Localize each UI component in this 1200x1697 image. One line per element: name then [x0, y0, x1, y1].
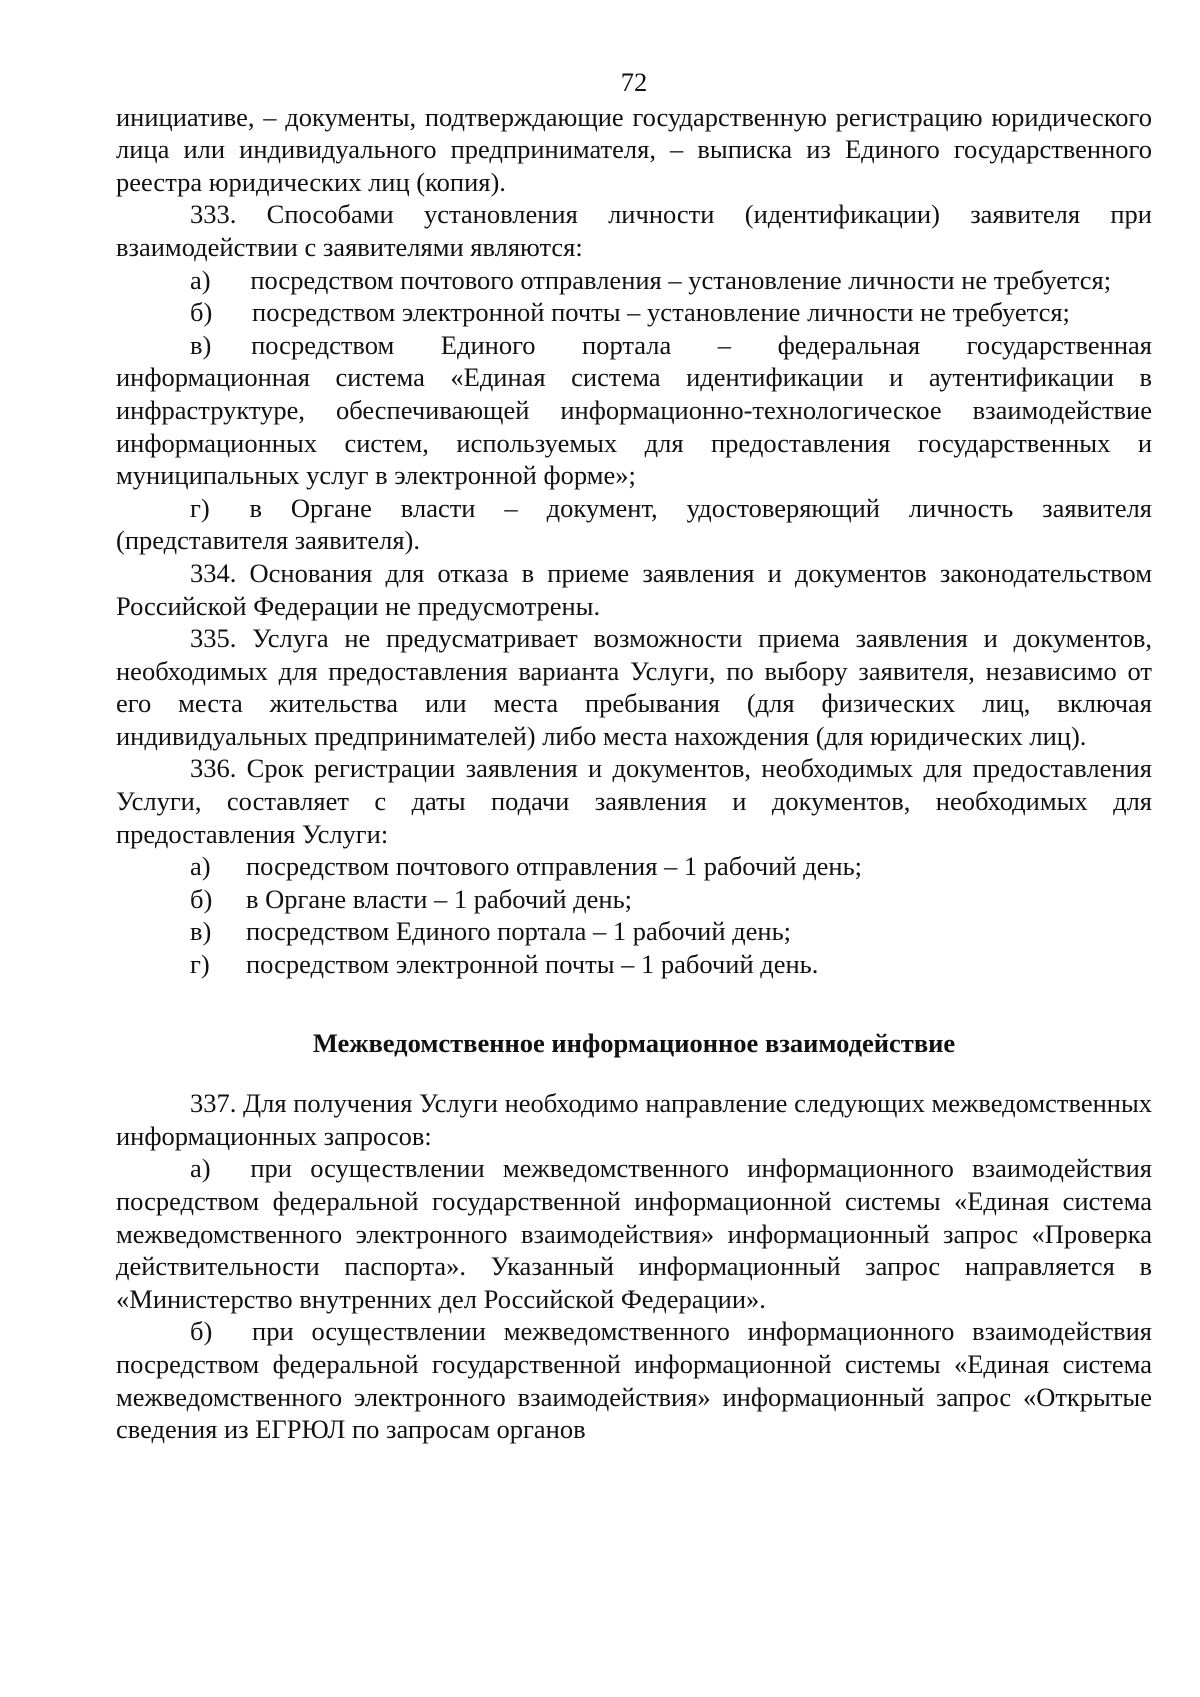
list-text: посредством электронной почты – 1 рабочий день.	[246, 949, 819, 980]
list-item-336-a	[116, 850, 1152, 883]
list-letter: б)	[190, 883, 213, 914]
list-text: посредством Единого портала – 1 рабочий день;	[246, 916, 792, 947]
list-item-336-v	[116, 915, 1152, 948]
paragraph-337-b: б) при осуществлении межведомственного информационного взаимодействия посредством федеральной государственной информационной системы «Единая система межведомственного электронного взаимодействия» информационный запрос «Открытые сведения из ЕГРЮЛ по запросам органов	[116, 1316, 1152, 1445]
paragraph-333-b: б) посредством электронной почты – установление личности не требуется;	[190, 297, 1070, 328]
paragraph-334: 334. Основания для отказа в приеме заявления и документов законодательством Российской Федерации не предусмотрены.	[116, 557, 1152, 621]
paragraph-continuation: инициативе, – документы, подтверждающие государственную регистрацию юридического лица или индивидуального предпринимателя, – выписка из Единого государственного реестра юридических лиц (копия).	[116, 101, 1152, 197]
list-item-336-b	[116, 883, 1152, 916]
paragraph-336: 336. Срок регистрации заявления и документов, необходимых для предоставления Услуги, составляет с даты подачи заявления и документов, необходимых для предоставления Услуги:	[116, 753, 1152, 849]
paragraph-335: 335. Услуга не предусматривает возможности приема заявления и документов, необходимых для предоставления варианта Услуги, по выбору заявителя, независимо от его места жительства или места пребывания (для физических лиц, включая индивидуальных предпринимателей) либо места нахождения (для юридических лиц).	[116, 623, 1152, 751]
list-item-336-g	[116, 948, 1152, 981]
list-letter: а)	[190, 851, 211, 882]
document-page	[116, 66, 1152, 1446]
list-letter: в)	[190, 916, 212, 947]
paragraph-333-v: в) посредством Единого портала – федеральная государственная информационная система «Единая система идентификации и аутентификации в инфраструктуре, обеспечивающей информационно-технологическое взаимодействие информационных систем, используемых для предоставления государственных и муниципальных услуг в электронной форме»;	[116, 329, 1152, 491]
paragraph-337: 337. Для получения Услуги необходимо направление следующих межведомственных информационных запросов:	[116, 1088, 1152, 1151]
paragraph-333-g: г) в Органе власти – документ, удостоверяющий личность заявителя (представителя заявителя).	[116, 492, 1152, 556]
list-letter: г)	[190, 949, 210, 980]
page-number: 72	[620, 67, 648, 97]
list-text: в Органе власти – 1 рабочий день;	[246, 883, 633, 914]
paragraph-333-a: а) посредством почтового отправления – установление личности не требуется;	[190, 264, 1112, 295]
paragraph-333: 333. Способами установления личности (идентификации) заявителя при взаимодействии с заявителями являются:	[116, 199, 1152, 262]
section-heading: Межведомственное информационное взаимодействие	[312, 1027, 956, 1058]
list-text: посредством почтового отправления – 1 рабочий день;	[246, 851, 863, 882]
paragraph-337-a: а) при осуществлении межведомственного информационного взаимодействия посредством федеральной государственной информационной системы «Единая система межведомственного электронного взаимодействия» информационный запрос «Проверка действительности паспорта». Указанный информационный запрос направляется в «Министерство внутренних дел Российской Федерации».	[116, 1153, 1152, 1314]
